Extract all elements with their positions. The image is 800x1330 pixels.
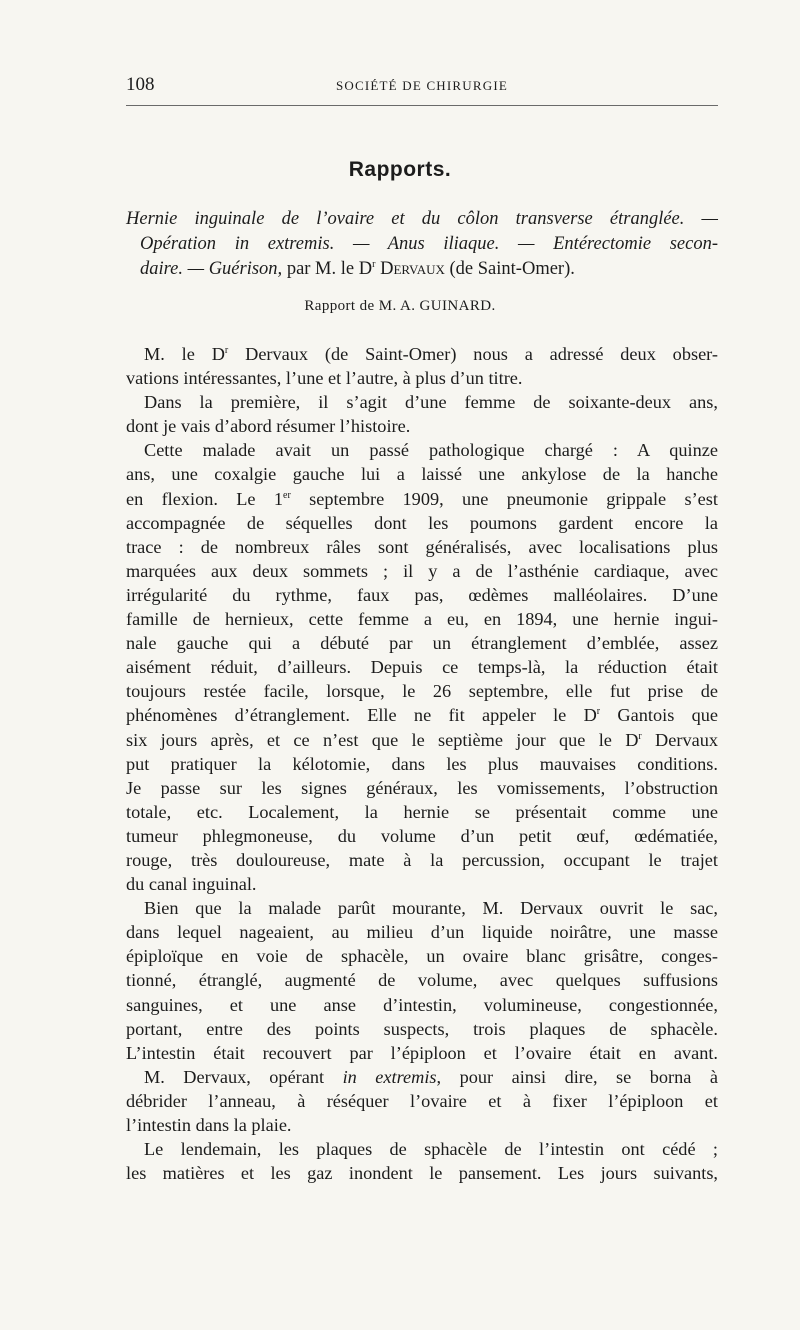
body-line: [126, 896, 718, 920]
body-line: [126, 1065, 718, 1089]
body-line: [126, 1113, 718, 1137]
body-line: [126, 703, 718, 727]
body-text-run: vations intéressantes, l’une et l’autre, à plus d’un titre.: [126, 368, 523, 389]
body-text-run: septembre 1909, une pneumonie grippale s’est: [290, 488, 718, 509]
body-text-run: tionné, étranglé, augmenté de volume, avec quelques suffusions: [126, 970, 718, 991]
body-text-run: M. Dervaux, opérant: [144, 1066, 343, 1087]
body-text-run: trace : de nombreux râles sont généralisés, avec localisations plus: [126, 536, 718, 557]
running-head: SOCIÉTÉ DE CHIRURGIE: [335, 78, 509, 93]
body-text-run: ans, une coxalgie gauche lui a laissé une ankylose de la hanche: [126, 464, 718, 485]
body-line: [126, 1161, 718, 1185]
body-text-run: l’intestin dans la plaie.: [126, 1115, 292, 1135]
body-line: [126, 511, 718, 535]
body-text-run: Cette malade avait un passé pathologique chargé : A quinze: [144, 440, 718, 461]
article-title-line: [126, 257, 718, 282]
body-text-run: dont je vais d’abord résumer l’histoire.: [126, 416, 411, 437]
body-text: [126, 342, 718, 1185]
superscript: r: [596, 706, 601, 718]
body-text-run: épiploïque en voie de sphacèle, un ovaire blanc grisâtre, conges-: [126, 946, 718, 967]
superscript: r: [638, 730, 642, 742]
body-line: [126, 583, 718, 607]
article-title-part: daire. — Guérison,: [140, 259, 283, 279]
body-line: [126, 655, 718, 679]
article-author-place: (de Saint-Omer).: [444, 259, 575, 279]
body-line: [126, 728, 718, 752]
body-line: [126, 752, 718, 776]
body-line: [126, 1089, 718, 1113]
article-author: Dervaux: [375, 259, 445, 279]
superscript: er: [283, 489, 291, 501]
body-line: [126, 776, 718, 800]
body-line: [126, 414, 718, 438]
body-text-run: put pratiquer la kélotomie, dans les plus mauvaises conditions.: [126, 753, 718, 774]
body-text-run: M. le D: [144, 344, 225, 364]
body-line: [126, 487, 718, 511]
body-text-run: nale gauche qui a débuté par un étranglement d’emblée, assez: [126, 633, 718, 654]
section-title: Rapports.: [348, 158, 452, 181]
body-text-run: Je passe sur les signes généraux, les vomissements, l’obstruction: [126, 777, 718, 798]
body-text-run: Bien que la malade parût mourante, M. Dervaux ouvrit le sac,: [144, 898, 718, 919]
body-line: [126, 1041, 718, 1065]
body-text-run: les matières et les gaz inondent le pansement. Les jours suivants,: [126, 1163, 718, 1184]
body-text-run: rouge, très douloureuse, mate à la percussion, occupant le trajet: [126, 849, 718, 870]
body-text-run: Dervaux: [641, 729, 718, 750]
body-text-run: phénomènes d’étranglement. Elle ne fit appeler le D: [126, 705, 597, 726]
body-line: [126, 800, 718, 824]
body-text-run: irrégularité du rythme, faux pas, œdèmes malléolaires. D’une: [126, 584, 718, 605]
body-line: [126, 559, 718, 583]
body-text-run: tumeur phlegmoneuse, du volume d’un petit œuf, œdématiée,: [126, 825, 718, 846]
body-line: [126, 848, 718, 872]
article-title-line: [126, 207, 718, 232]
body-line: [126, 968, 718, 992]
body-line: [126, 1017, 718, 1041]
page-number: 108: [126, 74, 155, 95]
body-line: [126, 872, 718, 896]
body-line: [126, 438, 718, 462]
article-title-part: Hernie inguinale de l’ovaire et du côlon transverse étranglée. —: [126, 209, 718, 229]
body-text-run: sanguines, et une anse d’intestin, volumineuse, congestionnée,: [126, 994, 718, 1015]
body-line: [126, 944, 718, 968]
body-line: [126, 824, 718, 848]
body-line: [126, 993, 718, 1017]
rapport-byline: Rapport de M. A. GUINARD.: [304, 298, 496, 314]
body-line: [126, 1137, 718, 1161]
body-line: [126, 679, 718, 703]
body-text-run: six jours après, et ce n’est que le septième jour que le D: [126, 729, 639, 750]
body-text-run: Dervaux (de Saint-Omer) nous a adressé deux obser-: [228, 344, 718, 364]
body-text-run: dans lequel nageaient, au milieu d’un liquide noirâtre, une masse: [126, 922, 718, 943]
body-text-run: marquées aux deux sommets ; il y a de l’asthénie cardiaque, avec: [126, 560, 718, 581]
article-author-prefix: par M. le D: [282, 259, 373, 279]
body-line: [126, 631, 718, 655]
body-line: [126, 366, 718, 390]
body-line: [126, 462, 718, 486]
article-title-part: Opération in extremis. — Anus iliaque. — Entérectomie secon-: [140, 234, 718, 254]
superscript: r: [372, 259, 376, 270]
article-title: [126, 207, 718, 282]
article-title-line: [126, 232, 718, 257]
body-text-run: débrider l’anneau, à réséquer l’ovaire et à fixer l’épiploon et: [126, 1090, 718, 1111]
body-text-run: toujours restée facile, lorsque, le 26 septembre, elle fut prise de: [126, 681, 718, 702]
body-line: [126, 342, 718, 366]
body-text-run: L’intestin était recouvert par l’épiploon et l’ovaire était en avant.: [126, 1042, 718, 1063]
body-text-run: aisément réduit, d’ailleurs. Depuis ce temps-là, la réduction était: [126, 657, 718, 678]
body-line: [126, 535, 718, 559]
body-text-run: , pour ainsi dire, se borna à: [436, 1066, 718, 1087]
italic-text: in extremis: [342, 1066, 437, 1087]
header-rule: [126, 105, 718, 106]
body-line: [126, 920, 718, 944]
body-text-run: Le lendemain, les plaques de sphacèle de l’intestin ont cédé ;: [144, 1139, 718, 1160]
body-text-run: du canal inguinal.: [126, 874, 257, 895]
body-text-run: Dans la première, il s’agit d’une femme de soixante-deux ans,: [144, 392, 718, 413]
body-line: [126, 390, 718, 414]
body-text-run: famille de hernieux, cette femme a eu, en 1894, une hernie ingui-: [126, 609, 718, 630]
superscript: r: [224, 345, 229, 356]
body-line: [126, 607, 718, 631]
page-header: [126, 70, 718, 100]
body-text-run: Gantois que: [600, 705, 718, 726]
body-text-run: totale, etc. Localement, la hernie se présentait comme une: [126, 801, 718, 822]
body-text-run: accompagnée de séquelles dont les poumons gardent encore la: [126, 512, 718, 533]
body-text-run: en flexion. Le 1: [126, 488, 283, 509]
body-text-run: portant, entre des points suspects, trois plaques de sphacèle.: [126, 1018, 718, 1039]
